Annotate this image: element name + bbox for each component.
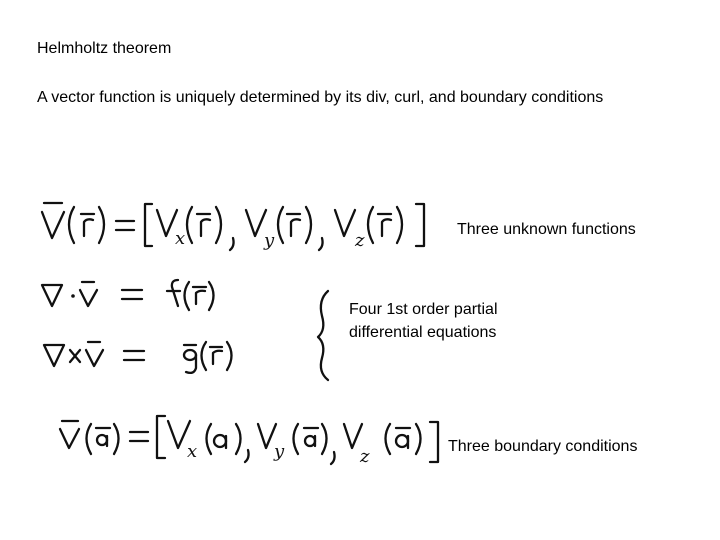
- equation-definition: [42, 203, 424, 251]
- svg-text:x: x: [175, 228, 186, 249]
- equation-boundary: [60, 416, 438, 467]
- svg-text:x: x: [187, 441, 198, 462]
- boundary-conditions-label: Three boundary conditions: [448, 438, 638, 455]
- pde-label-line1: Four 1st order partial: [349, 301, 498, 318]
- brace: [318, 291, 328, 380]
- pde-label-line2: differential equations: [349, 324, 497, 341]
- slide-title: Helmholtz theorem: [37, 40, 172, 57]
- svg-text:z: z: [360, 446, 370, 467]
- svg-text:z: z: [355, 230, 365, 251]
- equation-curl: [44, 342, 232, 373]
- equation-divergence: [42, 280, 214, 310]
- svg-text:y: y: [274, 441, 285, 462]
- unknown-functions-label: Three unknown functions: [457, 221, 636, 238]
- theorem-statement: A vector function is uniquely determined by its div, curl, and boundary conditions: [37, 89, 604, 106]
- svg-text:y: y: [264, 230, 275, 251]
